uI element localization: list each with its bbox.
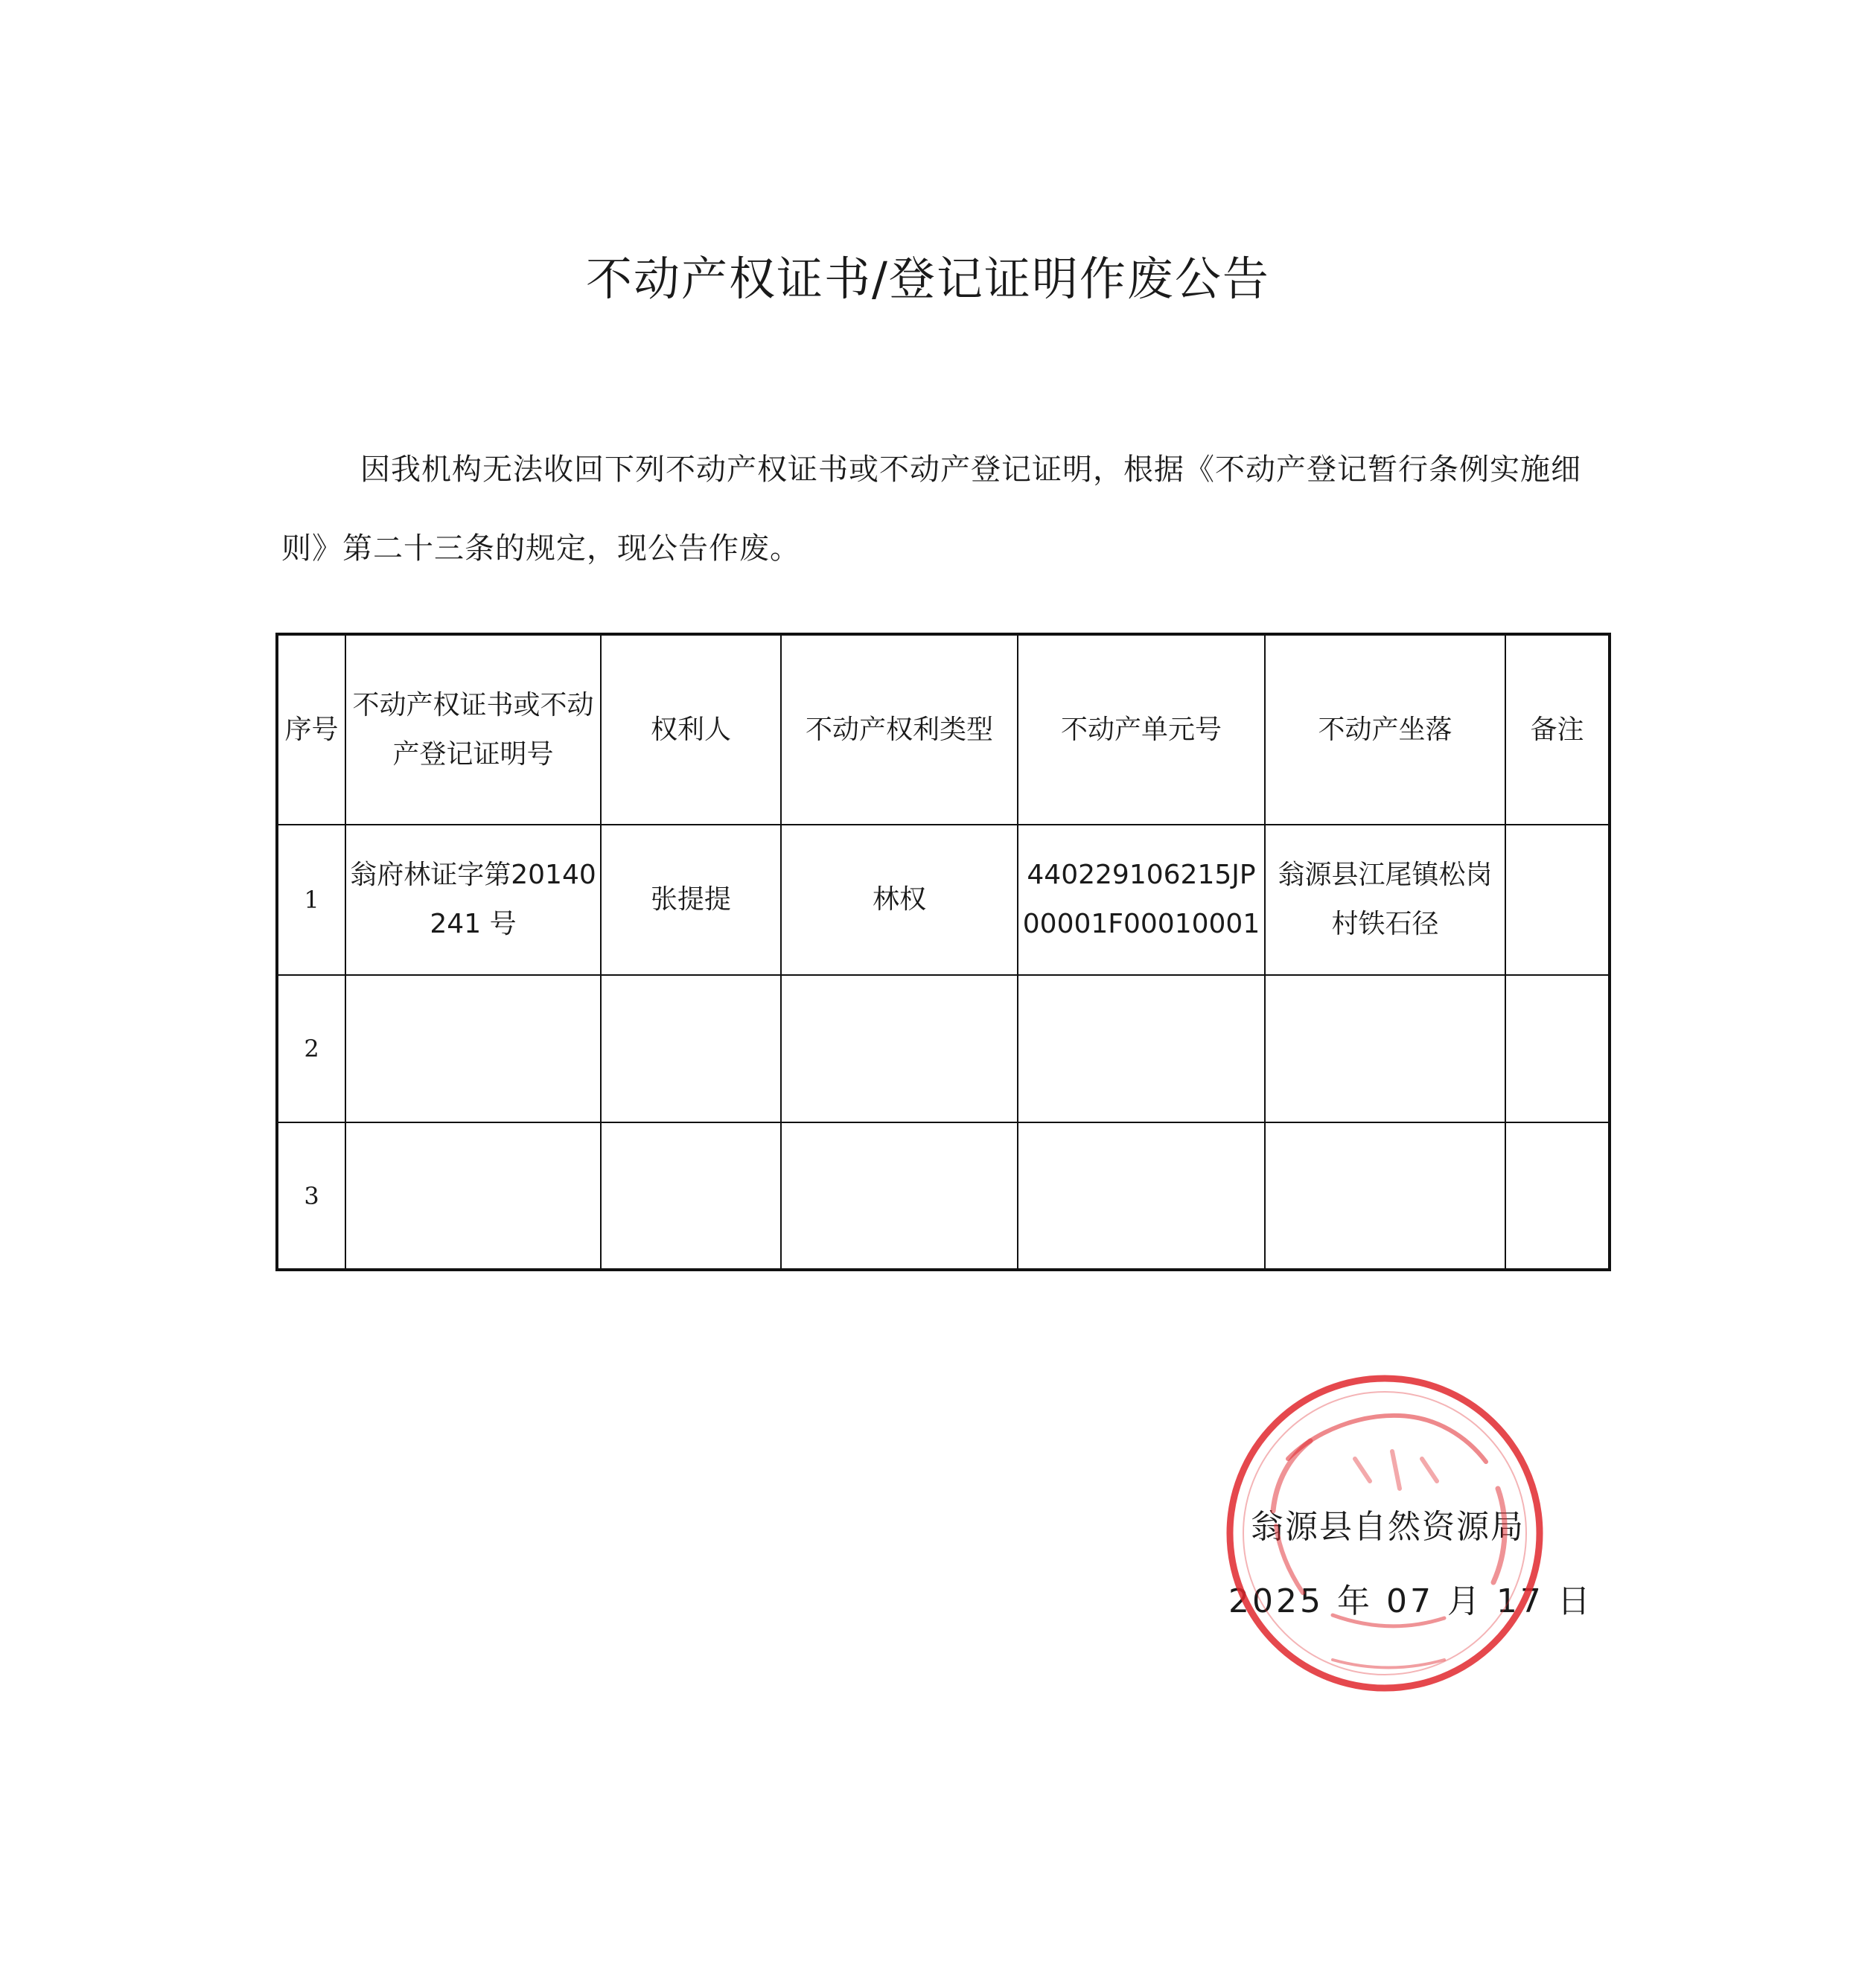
cell-location: 翁源县江尾镇松岗村铁石径 xyxy=(1265,825,1505,975)
seal-mark xyxy=(1355,1451,1437,1489)
header-holder: 权利人 xyxy=(601,634,781,825)
header-remark: 备注 xyxy=(1505,634,1610,825)
cell-seq: 1 xyxy=(277,825,345,975)
cell-right-type xyxy=(781,975,1018,1122)
cell-unit-no xyxy=(1018,1122,1265,1270)
cell-unit-no: 440229106215JP00001F00010001 xyxy=(1018,825,1265,975)
cell-right-type: 林权 xyxy=(781,825,1018,975)
header-cert-no: 不动产权证书或不动产登记证明号 xyxy=(345,634,601,825)
cell-cert-no: 翁府林证字第20140241 号 xyxy=(345,825,601,975)
table-row xyxy=(277,825,1610,975)
cell-unit-no xyxy=(1018,975,1265,1122)
page-title: 不动产权证书/登记证明作废公告 xyxy=(586,252,1270,306)
table-row xyxy=(277,1122,1610,1270)
cell-holder: 张提提 xyxy=(601,825,781,975)
cell-remark xyxy=(1505,825,1610,975)
cell-holder xyxy=(601,975,781,1122)
cell-cert-no xyxy=(345,975,601,1122)
cell-location xyxy=(1265,1122,1505,1270)
cell-seq: 3 xyxy=(277,1122,345,1270)
header-unit-no: 不动产单元号 xyxy=(1018,634,1265,825)
cell-seq: 2 xyxy=(277,975,345,1122)
table-row xyxy=(277,975,1610,1122)
header-location: 不动产坐落 xyxy=(1265,634,1505,825)
void-certificate-table xyxy=(275,633,1611,1271)
intro-paragraph: 因我机构无法收回下列不动产权证书或不动产登记证明，根据《不动产登记暂行条例实施细则》第二十三条的规定，现公告作废。 xyxy=(281,453,1581,566)
cell-remark xyxy=(1505,975,1610,1122)
cell-cert-no xyxy=(345,1122,601,1270)
cell-holder xyxy=(601,1122,781,1270)
cell-location xyxy=(1265,975,1505,1122)
header-seq: 序号 xyxy=(277,634,345,825)
seal-mark xyxy=(1288,1416,1486,1462)
table-header-row xyxy=(277,634,1610,825)
cell-remark xyxy=(1505,1122,1610,1270)
cell-right-type xyxy=(781,1122,1018,1270)
issue-date: 2025 年 07 月 17 日 xyxy=(1228,1582,1593,1620)
seal-mark xyxy=(1333,1660,1444,1668)
issuing-organization: 翁源县自然资源局 xyxy=(1251,1508,1525,1546)
header-right-type: 不动产权利类型 xyxy=(781,634,1018,825)
